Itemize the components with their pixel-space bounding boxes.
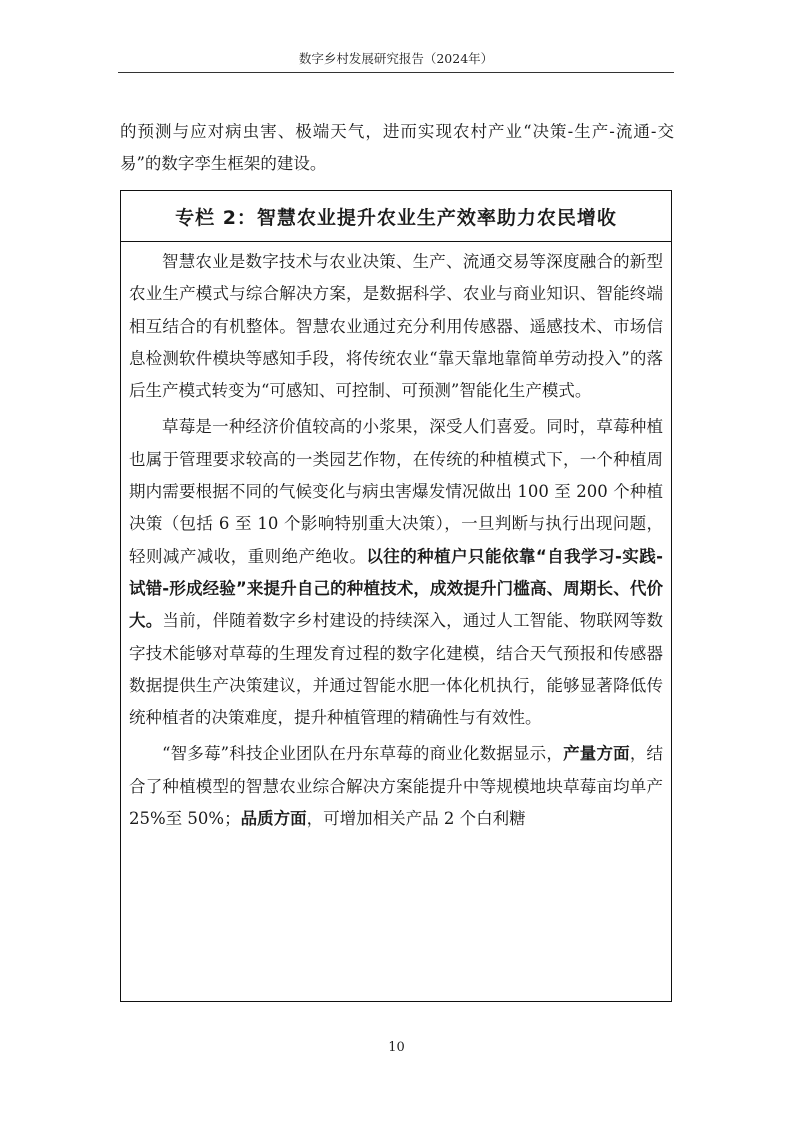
- running-header: 数字乡村发展研究报告（2024年）: [298, 51, 494, 66]
- sidebar-box: [120, 190, 672, 1002]
- paragraph-text: ，结合了种植模型的智慧农业综合解决方案能提升中等规模地块草莓亩均单产 25%至 50%；: [129, 744, 663, 829]
- page-number: 10: [388, 1040, 405, 1055]
- paragraph-text: 草莓是一种经济价值较高的小浆果，深受人们喜爱。同时，草莓种植也属于管理要求较高的一类园艺作物，在传统的种植模式下，一个种植周期内需要根据不同的气候变化与病虫害爆发情况做出 100 至 200 个种植决策（包括 6 至 10 个影响特别重大决策），一旦判断与执行出现问题，轻则减产减收，重则绝产绝收。: [129, 417, 663, 566]
- paragraph-text: 当前，伴随着数字乡村建设的持续深入，通过人工智能、物联网等数字技术能够对草莓的生理发育过程的数字化建模，结合天气预报和传感器数据提供生产决策建议，并通过智能水肥一体化机执行，能够显著降低传统种植者的决策难度，提升种植管理的精确性与有效性。: [129, 611, 664, 728]
- box-paragraph-3: [129, 738, 663, 835]
- box-paragraph-1: 智慧农业是数字技术与农业决策、生产、流通交易等深度融合的新型农业生产模式与综合解决方案，是数据科学、农业与商业知识、智能终端相互结合的有机整体。智慧农业通过充分利用传感器、遥感技术、市场信息检测软件模块等感知手段，将传统农业“靠天靠地靠简单劳动投入”的落后生产模式转变为“可感知、可控制、可预测”智能化生产模式。: [129, 252, 663, 401]
- paragraph-text: ，可增加相关产品 2 个白利糖: [306, 809, 526, 829]
- box-body: [121, 242, 671, 835]
- paragraph-text: “智多莓”科技企业团队在丹东草莓的商业化数据显示，: [162, 744, 564, 764]
- bold-text: 产量方面: [563, 744, 630, 764]
- bold-text: 品质方面: [240, 809, 307, 829]
- box-title: 专栏 2：智慧农业提升农业生产效率助力农民增收: [121, 191, 671, 242]
- box-paragraph-2: [129, 411, 663, 734]
- header-divider: [118, 72, 674, 73]
- intro-paragraph: 的预测与应对病虫害、极端天气，进而实现农村产业“决策-生产-流通-交易”的数字孪生框架的建设。: [120, 122, 674, 173]
- bold-text: 以往的种植户只能依靠“自我学习-实践-试错-形成经验”来提升自己的种植技术，成效提升门槛高、周期长、代价大。: [129, 546, 663, 631]
